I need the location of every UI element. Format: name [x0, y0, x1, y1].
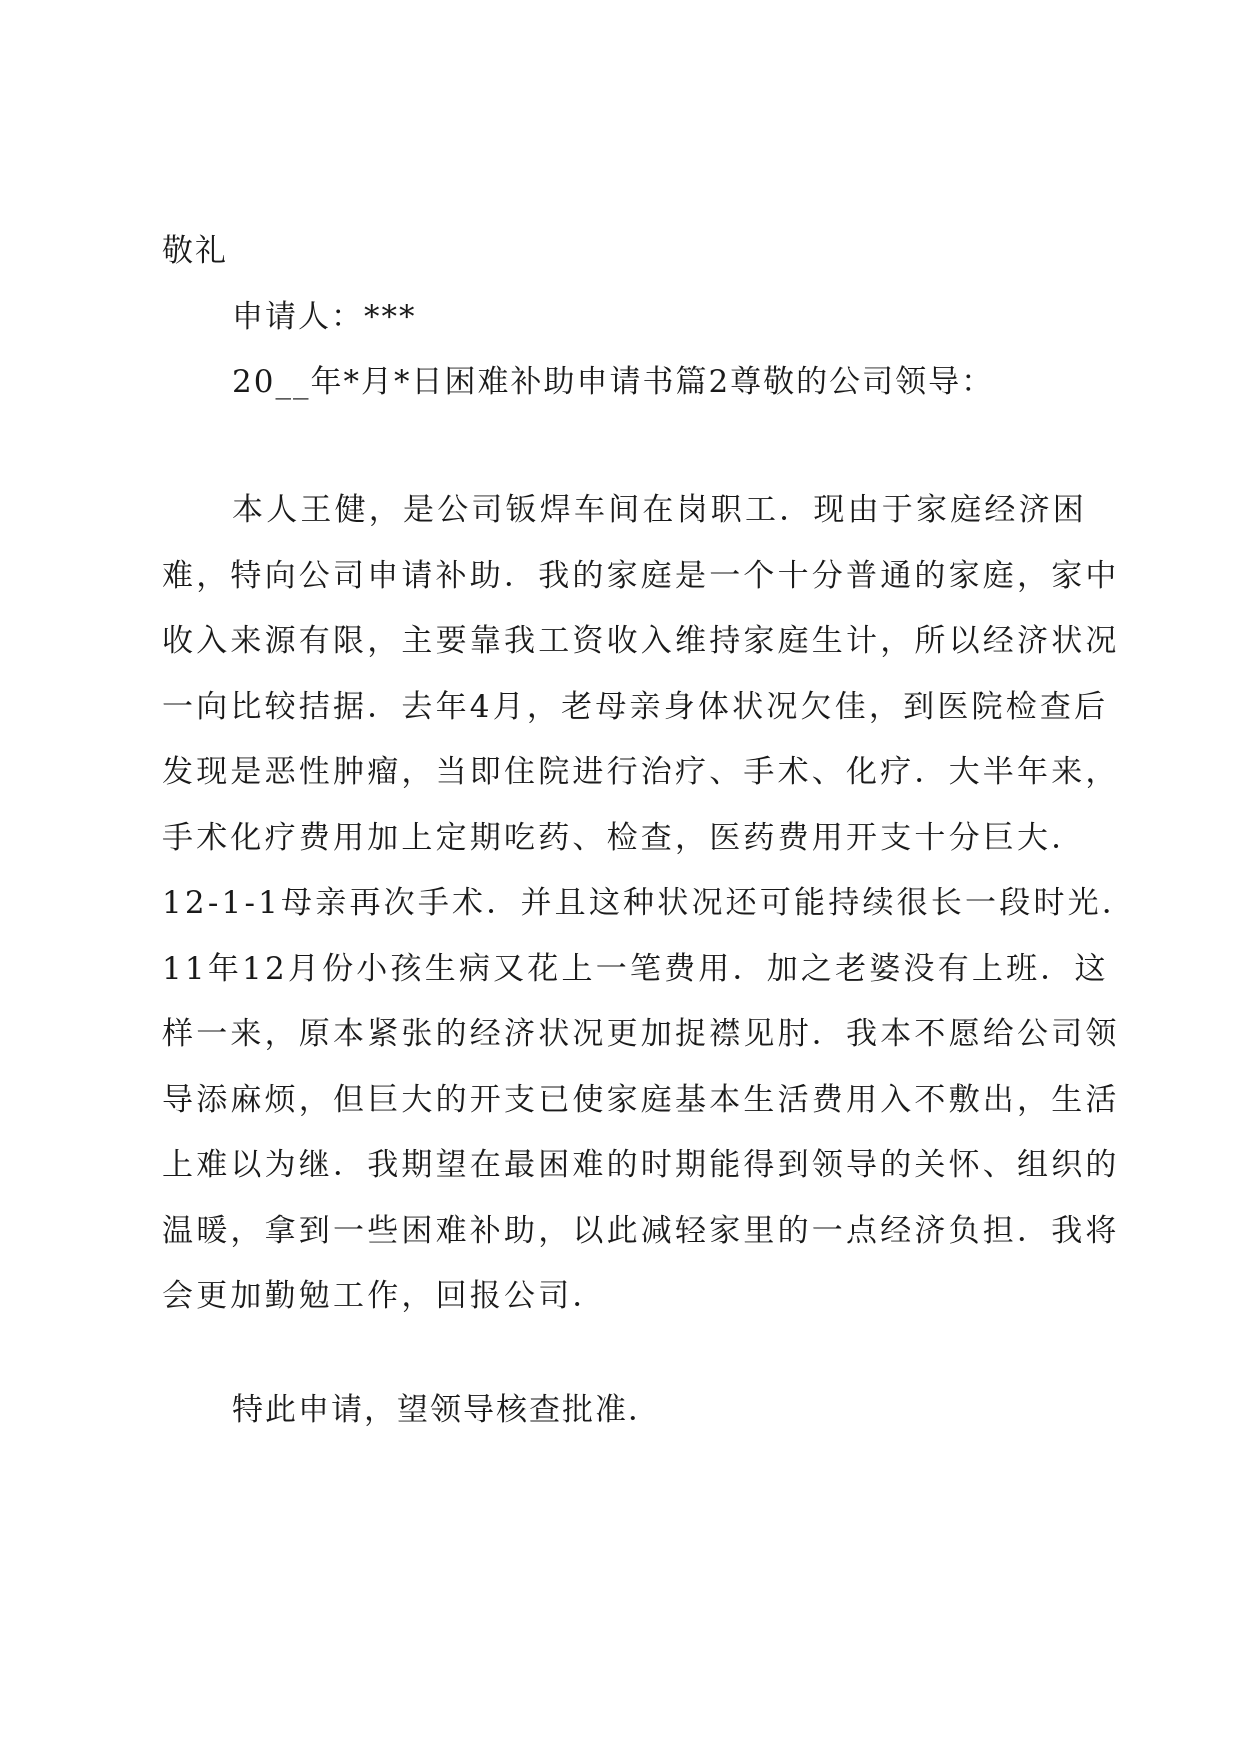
body-paragraph — [162, 478, 1137, 1330]
body-line: 本人王健，是公司钣焊车间在岗职工．现由于家庭经济困 — [232, 492, 1087, 528]
closing-salutation: 敬礼 — [162, 233, 228, 269]
body-line: 难，特向公司申请补助．我的家庭是一个十分普通的家庭，家中 — [162, 557, 1120, 594]
body-line: 手术化疗费用加上定期吃药、检查，医药费用开支十分巨大． — [162, 819, 1086, 856]
body-line: 上难以为继．我期望在最困难的时期能得到领导的关怀、组织的 — [162, 1147, 1120, 1183]
request-line: 特此申请，望领导核查批准． — [232, 1392, 661, 1428]
applicant-line: 申请人：*** — [232, 299, 417, 335]
date-and-title-line: 20__年*月*日困难补助申请书篇2尊敬的公司领导： — [232, 364, 995, 400]
body-line: 12-1-1母亲再次手术．并且这种状况还可能持续很长一段时光． — [162, 885, 1137, 921]
body-line: 发现是恶性肿瘤，当即住院进行治疗、手术、化疗．大半年来， — [162, 754, 1120, 790]
body-line: 导添麻烦，但巨大的开支已使家庭基本生活费用入不敷出，生活 — [162, 1081, 1120, 1118]
body-line: 样一来，原本紧张的经济状况更加捉襟见肘．我本不愿给公司领 — [162, 1016, 1120, 1052]
body-line: 会更加勤勉工作，回报公司． — [162, 1278, 607, 1314]
body-line: 收入来源有限，主要靠我工资收入维持家庭生计，所以经济状况 — [162, 623, 1120, 659]
body-line: 11年12月份小孩生病又花上一笔费用．加之老婆没有上班．这 — [162, 950, 1109, 987]
body-line: 温暖，拿到一些困难补助，以此减轻家里的一点经济负担．我将 — [162, 1212, 1120, 1249]
body-line: 一向比较拮据．去年4月，老母亲身体状况欠佳，到医院检查后 — [162, 688, 1109, 725]
